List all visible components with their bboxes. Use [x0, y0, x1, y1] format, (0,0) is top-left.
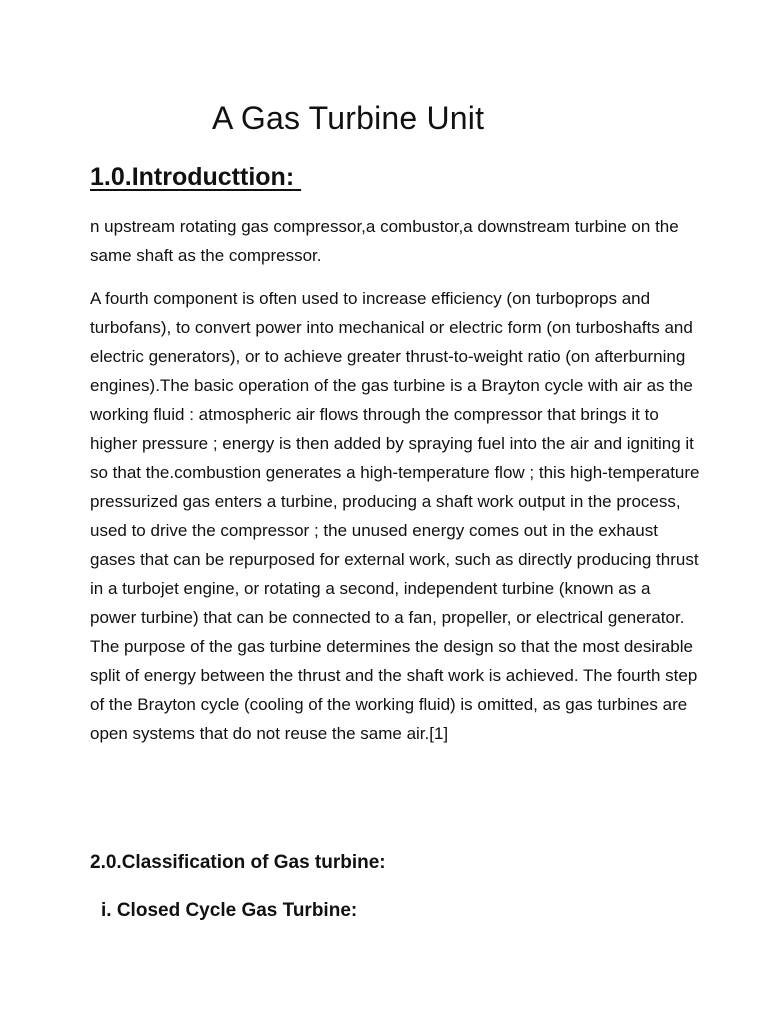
document-title: A Gas Turbine Unit: [212, 100, 485, 136]
classification-heading: 2.0.Classification of Gas turbine:: [90, 852, 386, 873]
intro-paragraph-2: A fourth component is often used to increase efficiency (on turboprops and turbofans), to convert power into mechanical or electric form (on turboshafts and electric generators), or to achieve greater thrust-to-weight ratio (on afterburning engines).The basic operation of the gas turbine is a Brayton cycle with air as the working fluid : atmospheric air flows through the compressor that brings it to higher pressure ; energy is then added by spraying fuel into the air and igniting it so that the.combustion generates a high-temperature flow ; this high-temperature pressurized gas enters a turbine, producing a shaft work output in the process, used to drive the compressor ; the unused energy comes out in the exhaust gases that can be repurposed for external work, such as directly producing thrust in a turbojet engine, or rotating a second, independent turbine (known as a power turbine) that can be connected to a fan, propeller, or electrical generator. The purpose of the gas turbine determines the design so that the most desirable split of energy between the thrust and the shaft work is achieved. The fourth step of the Brayton cycle (cooling of the working fluid) is omitted, as gas turbines are open systems that do not reuse the same air.[1]: [90, 289, 700, 743]
introduction-heading: 1.0.Introducttion:: [90, 163, 302, 191]
intro-paragraph-1: n upstream rotating gas compressor,a combustor,a downstream turbine on the same shaft as the compressor.: [90, 217, 679, 265]
closed-cycle-heading: i. Closed Cycle Gas Turbine:: [101, 900, 358, 921]
